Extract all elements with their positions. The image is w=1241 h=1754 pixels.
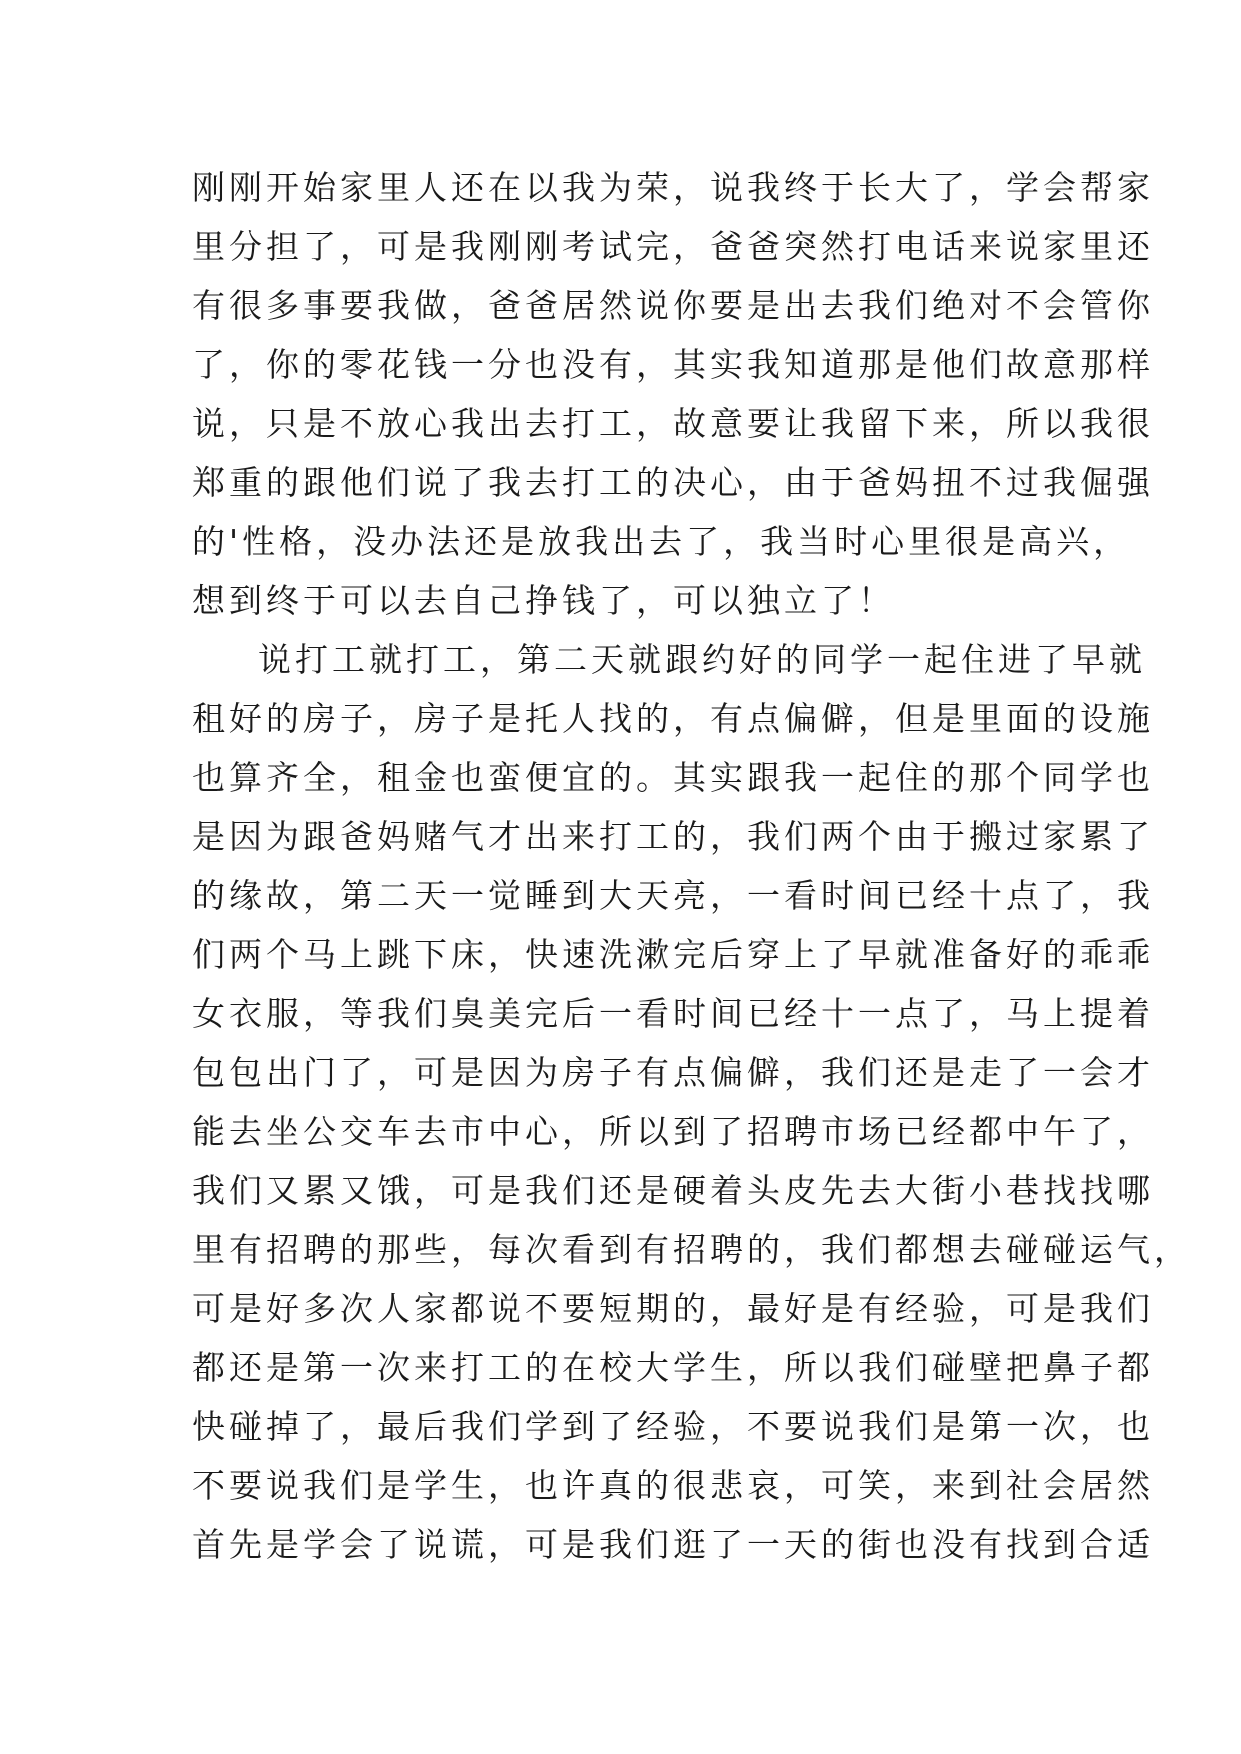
text-line: 了，你的零花钱一分也没有，其实我知道那是他们故意那样 bbox=[192, 345, 1154, 384]
text-line: 里有招聘的那些，每次看到有招聘的，我们都想去碰碰运气， bbox=[192, 1230, 1191, 1269]
text-line: 能去坐公交车去市中心，所以到了招聘市场已经都中午了， bbox=[192, 1112, 1154, 1151]
text-line: 快碰掉了，最后我们学到了经验，不要说我们是第一次，也 bbox=[192, 1407, 1154, 1446]
text-line: 们两个马上跳下床，快速洗漱完后穿上了早就准备好的乖乖 bbox=[192, 935, 1154, 974]
text-line: 是因为跟爸妈赌气才出来打工的，我们两个由于搬过家累了 bbox=[192, 817, 1154, 856]
text-line: 想到终于可以去自己挣钱了，可以独立了！ bbox=[192, 581, 895, 620]
text-line: 说，只是不放心我出去打工，故意要让我留下来，所以我很 bbox=[192, 404, 1154, 443]
text-line: 的'性格，没办法还是放我出去了，我当时心里很是高兴， bbox=[192, 522, 1131, 561]
text-line: 包包出门了，可是因为房子有点偏僻，我们还是走了一会才 bbox=[192, 1053, 1154, 1092]
text-line: 不要说我们是学生，也许真的很悲哀，可笑，来到社会居然 bbox=[192, 1466, 1154, 1505]
text-line: 女衣服，等我们臭美完后一看时间已经十一点了，马上提着 bbox=[192, 994, 1154, 1033]
text-line: 租好的房子，房子是托人找的，有点偏僻，但是里面的设施 bbox=[192, 699, 1154, 738]
text-line: 也算齐全，租金也蛮便宜的。其实跟我一起住的那个同学也 bbox=[192, 758, 1154, 797]
text-line: 可是好多次人家都说不要短期的，最好是有经验，可是我们 bbox=[192, 1289, 1154, 1328]
text-line: 里分担了，可是我刚刚考试完，爸爸突然打电话来说家里还 bbox=[192, 227, 1154, 266]
body-text bbox=[192, 158, 1191, 1574]
paragraph-start-line: 说打工就打工，第二天就跟约好的同学一起住进了早就 bbox=[258, 640, 1146, 679]
text-line: 郑重的跟他们说了我去打工的决心，由于爸妈扭不过我倔强 bbox=[192, 463, 1154, 502]
text-line: 有很多事要我做，爸爸居然说你要是出去我们绝对不会管你 bbox=[192, 286, 1154, 325]
text-line: 都还是第一次来打工的在校大学生，所以我们碰壁把鼻子都 bbox=[192, 1348, 1154, 1387]
text-line: 的缘故，第二天一觉睡到大天亮，一看时间已经十点了，我 bbox=[192, 876, 1154, 915]
text-line: 首先是学会了说谎，可是我们逛了一天的街也没有找到合适 bbox=[192, 1525, 1154, 1564]
text-line: 我们又累又饿，可是我们还是硬着头皮先去大街小巷找找哪 bbox=[192, 1171, 1154, 1210]
text-line: 刚刚开始家里人还在以我为荣，说我终于长大了，学会帮家 bbox=[192, 168, 1154, 207]
